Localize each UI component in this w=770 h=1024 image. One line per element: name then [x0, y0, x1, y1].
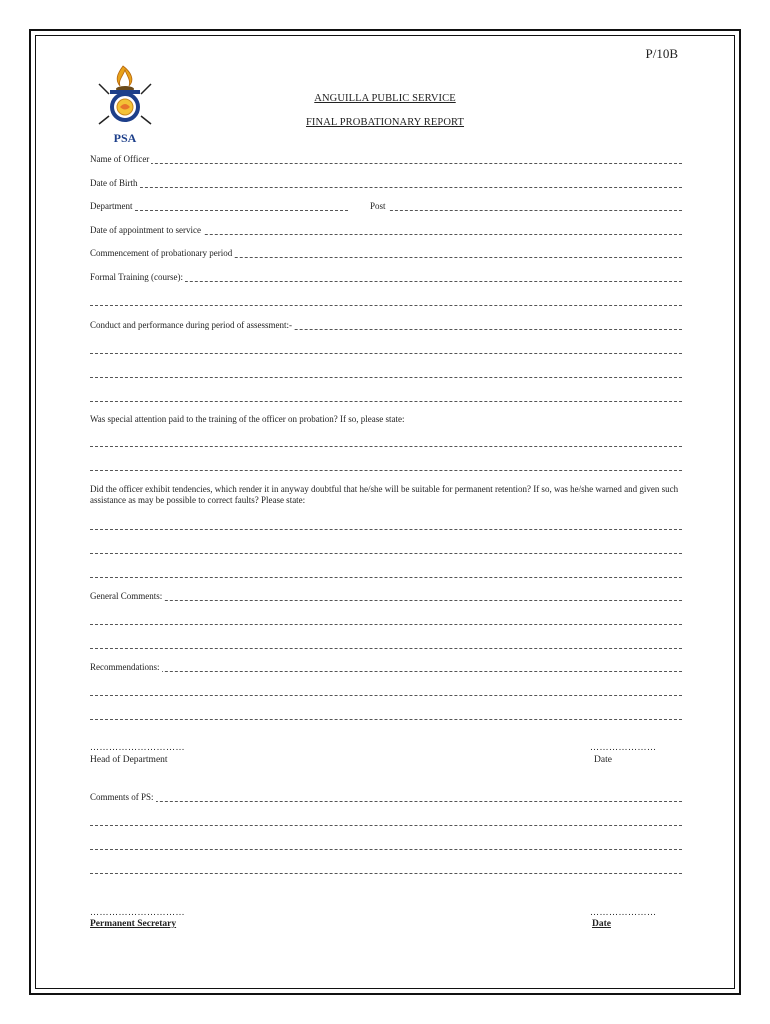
- signature-line-ps[interactable]: …………………………: [90, 907, 185, 917]
- question-tendencies: Did the officer exhibit tendencies, which render it in anyway doubtful that he/she will be suitable for permanent retention? If so, was he/she warned and given such assistance as may be possible to correct faults? Please state:: [90, 484, 679, 505]
- blank-line[interactable]: [90, 709, 682, 722]
- date-line-ps[interactable]: …………………: [590, 907, 657, 917]
- blank-line[interactable]: [90, 295, 682, 308]
- blank-line[interactable]: [90, 543, 682, 556]
- question-special-attention: Was special attention paid to the training of the officer on probation? If so, please state:: [90, 414, 405, 424]
- blank-line[interactable]: [90, 815, 682, 828]
- field-conduct-performance[interactable]: Conduct and performance during period of assessment:-: [90, 319, 682, 332]
- permanent-secretary-label: Permanent Secretary: [90, 919, 177, 929]
- blank-line[interactable]: [90, 343, 682, 356]
- signature-line-head[interactable]: …………………………: [90, 742, 185, 752]
- field-date-of-appointment[interactable]: Date of appointment to service: [90, 224, 682, 237]
- blank-line[interactable]: [90, 685, 682, 698]
- blank-line[interactable]: [90, 391, 682, 404]
- crest-logo-icon: [93, 62, 157, 146]
- blank-line[interactable]: [90, 638, 682, 651]
- blank-line[interactable]: [90, 367, 682, 380]
- blank-line[interactable]: [90, 460, 682, 473]
- field-formal-training[interactable]: Formal Training (course):: [90, 271, 682, 284]
- date-line-head[interactable]: …………………: [590, 742, 657, 752]
- page-subtitle: FINAL PROBATIONARY REPORT: [305, 117, 465, 128]
- blank-line[interactable]: [90, 839, 682, 852]
- field-name-of-officer[interactable]: Name of Officer: [90, 153, 682, 166]
- form-code: P/10B: [645, 46, 678, 61]
- blank-line[interactable]: [90, 614, 682, 627]
- ps-date-label: Date: [592, 919, 611, 929]
- field-department[interactable]: Department: [90, 200, 348, 213]
- head-of-department-label: Head of Department: [90, 755, 168, 765]
- field-commencement[interactable]: Commencement of probationary period: [90, 247, 682, 260]
- logo-letters: PSA: [113, 131, 137, 145]
- blank-line[interactable]: [90, 519, 682, 532]
- blank-line[interactable]: [90, 863, 682, 876]
- blank-line[interactable]: [90, 436, 682, 449]
- field-recommendations[interactable]: Recommendations:: [90, 661, 682, 674]
- date-label: Date: [594, 755, 612, 765]
- blank-line[interactable]: [90, 567, 682, 580]
- field-comments-of-ps[interactable]: Comments of PS:: [90, 791, 682, 804]
- field-date-of-birth[interactable]: Date of Birth: [90, 177, 682, 190]
- page-title: ANGUILLA PUBLIC SERVICE: [314, 93, 456, 104]
- field-general-comments[interactable]: General Comments:: [90, 590, 682, 603]
- field-post[interactable]: Post: [370, 200, 682, 213]
